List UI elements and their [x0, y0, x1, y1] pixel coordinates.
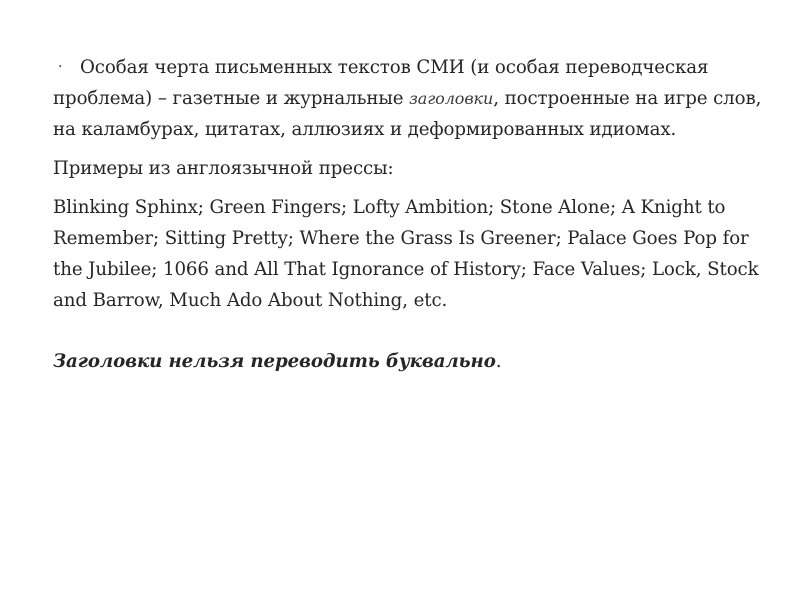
conclusion-period: .	[495, 351, 502, 372]
examples-heading: Примеры из англоязычной прессы:	[53, 158, 394, 179]
examples-list: Blinking Sphinx; Green Fingers; Lofty Ambition; Stone Alone; A Knight to Remember; Sitting Pretty; Where the Grass Is Greener; Palace Goes Pop for the Jubilee; 1066 and All That Ignorance of History; Face Values; Lock, Stock and Barrow, Much Ado About Nothing, etc.	[53, 197, 759, 311]
emphasis-headlines: заголовки	[409, 89, 494, 108]
paragraph-text-part2: , построенные на игре слов, на каламбурах, цитатах, аллюзиях и деформированных идиомах.	[53, 88, 762, 140]
conclusion-text	[53, 346, 765, 377]
bullet-icon: ·	[58, 59, 63, 75]
conclusion-main: Заголовки нельзя переводить буквально	[53, 351, 496, 372]
slide-content	[53, 52, 765, 377]
paragraph-text-part1: Особая черта письменных текстов СМИ (и особая переводческая проблема) – газетные и журнальные	[53, 57, 709, 109]
bullet-paragraph	[53, 52, 765, 145]
